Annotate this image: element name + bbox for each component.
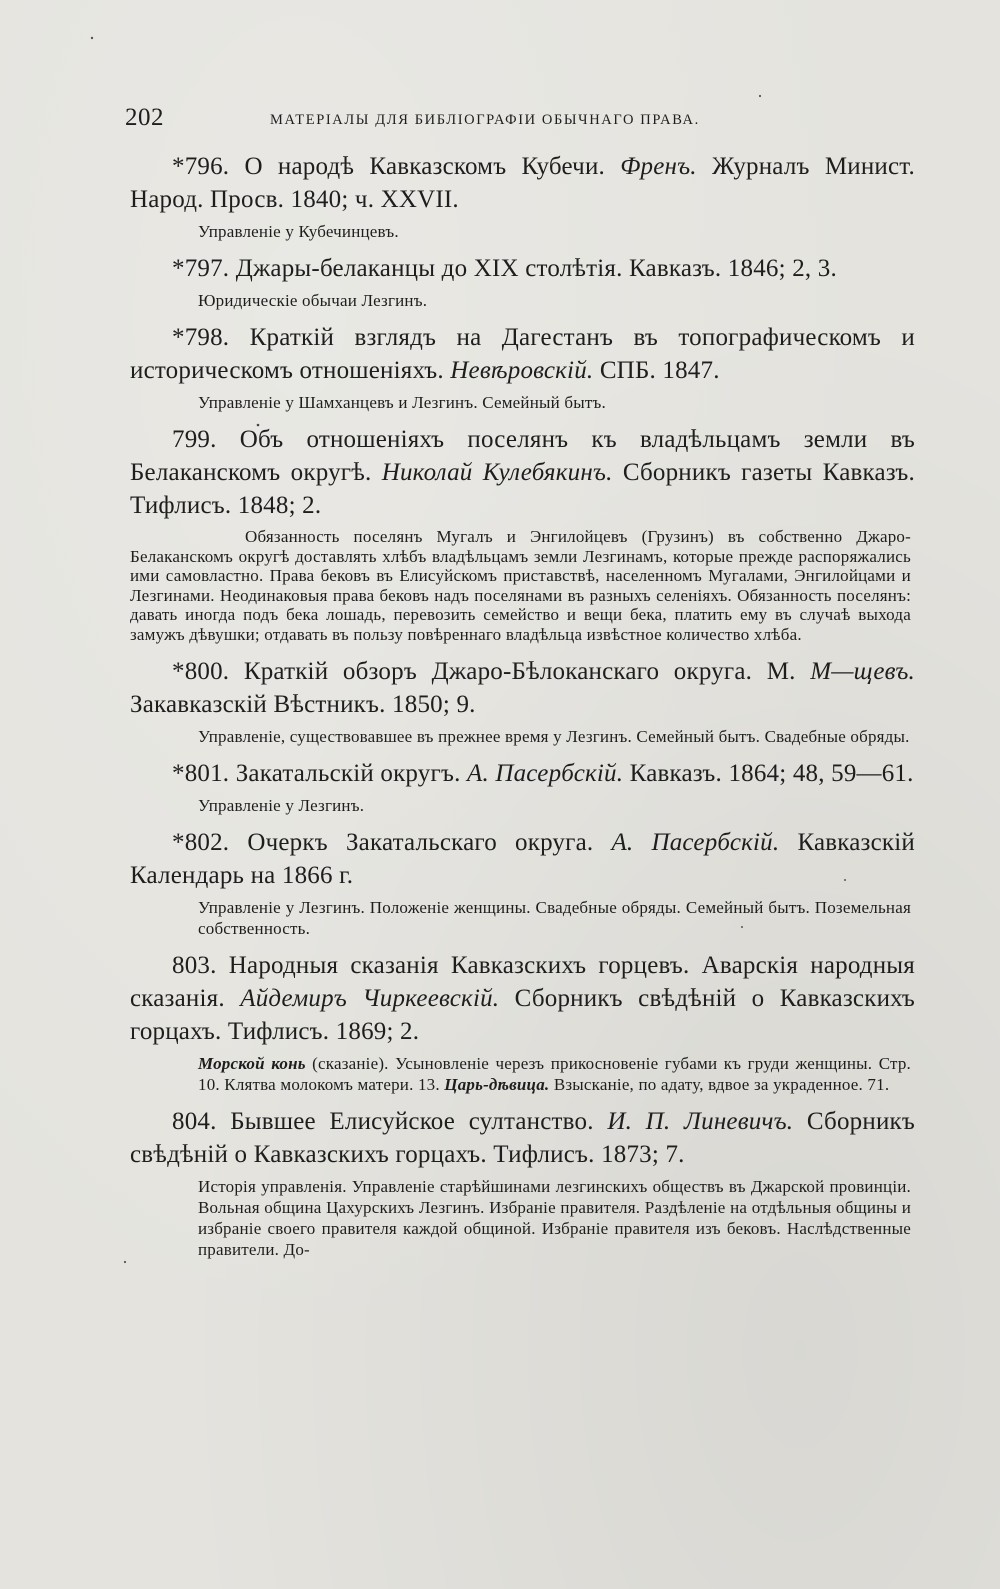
entry-title <box>130 252 915 285</box>
entry-title <box>130 757 915 790</box>
entry-title <box>130 1105 915 1171</box>
entry-797 <box>130 252 915 311</box>
entry-title <box>130 423 915 522</box>
entry-note: Юридическіе обычаи Лезгинъ. <box>198 291 428 310</box>
entry-source: Кавказъ. 1864; 48, 59—61. <box>629 759 914 787</box>
entry-text: Бывшее Елисуйское султанство. <box>230 1107 594 1135</box>
entry-number: *802. <box>172 828 230 856</box>
entry-803 <box>130 949 915 1095</box>
entry-author: Френъ. <box>620 153 697 180</box>
entry-source: Сборникъ свѣдѣній о Кавказскихъ горцахъ. Тифлисъ. 1873; 7. <box>130 1107 916 1168</box>
entry-text: Закатальскій округъ. <box>235 759 461 787</box>
entry-number: *796. <box>172 153 230 180</box>
entry-number: *797. <box>172 255 230 282</box>
entry-note: Управленіе у Кубечинцевъ. <box>198 222 399 241</box>
entry-text: Объ отношеніяхъ поселянъ къ владѣльцамъ земли въ Белаканскомъ округѣ. <box>130 426 915 486</box>
entry-802 <box>130 826 915 939</box>
entry-800 <box>130 655 915 747</box>
entry-note: Управленіе, существовавшее въ прежнее время у Лезгинъ. Семейный бытъ. Свадебные обряды. <box>198 726 910 746</box>
entry-text: Очеркъ Закатальскаго округа. <box>247 828 594 856</box>
entry-title <box>130 655 915 721</box>
entry-note: Обязанность поселянъ Мугалъ и Энгилойцевъ (Грузинъ) въ собственно Джаро-Белаканскомъ округѣ доставлять хлѣбъ владѣльцамъ земли Лезгинамъ, которые прежде распоряжались ими самовластно. Права бековъ въ Елисуйскомъ приставствѣ, населенномъ Мугалами, Энгилойцами и Лезгинами. Неодинаковыя права бековъ надъ поселянами въ разныхъ селеніяхъ. Обязанность поселянъ: давать иногда подъ бека лошадь, перевозить семейство и вещи бека, платить ему въ случаѣ выхода замужъ дѣвушки; отдавать въ пользу повѣреннаго владѣльца извѣстное количество хлѣба. <box>130 527 911 644</box>
entry-author: Невѣровскій. <box>450 357 594 384</box>
entry-text: Краткій взглядъ на Дагестанъ въ топографическомъ и историческомъ отношеніяхъ. <box>130 324 915 384</box>
entry-text: О народѣ Кавказскомъ Кубечи. <box>244 153 605 180</box>
entry-source: Журналъ Минист. Народ. Просв. 1840; ч. XXVII. <box>130 153 916 213</box>
entry-number: 803. <box>172 951 217 979</box>
entry-number: *801. <box>172 759 230 787</box>
note-italic-term: Царь-дѣвица. <box>444 1074 550 1094</box>
entry-text: Народныя сказанія Кавказскихъ горцевъ. Аварскія народныя сказанія. <box>130 951 916 1012</box>
entry-801 <box>130 757 915 816</box>
entry-title <box>130 321 915 387</box>
note-italic-term: Морской конь <box>198 1053 306 1073</box>
entry-note: Управленіе у Лезгинъ. Положеніе женщины. Свадебные обряды. Семейный бытъ. Поземельная собственность. <box>198 897 911 938</box>
entry-title <box>130 150 915 216</box>
note-text: Взысканіе, по адату, вдвое за украденное. 71. <box>549 1074 890 1094</box>
entry-source: Закавказскій Вѣстникъ. 1850; 9. <box>130 690 476 718</box>
entry-799 <box>130 423 915 645</box>
entry-note: Исторія управленія. Управленіе старѣйшинами лезгинскихъ обществъ въ Джарской провинціи. Вольная община Цахурскихъ Лезгинъ. Избраніе правителя. Раздѣленіе на отдѣльныя общины и избраніе своего правителя каждой общиной. Избраніе правителя изъ бековъ. Наслѣдственные правители. До- <box>198 1176 911 1259</box>
entry-804 <box>130 1105 915 1260</box>
entry-author: А. Пасербскій. <box>611 828 780 856</box>
entry-796 <box>130 150 915 242</box>
entry-author: А. Пасербскій. <box>466 759 624 787</box>
entry-text: Краткій обзоръ Джаро-Бѣлоканскаго округа. М. <box>243 657 796 685</box>
entry-title <box>130 949 915 1048</box>
entry-source: Сборникъ газеты Кавказъ. Тифлисъ. 1848; 2. <box>130 459 916 519</box>
entry-author: Айдемиръ Чиркеевскій. <box>240 984 500 1012</box>
page-header <box>125 100 910 140</box>
page-number: 202 <box>125 104 164 131</box>
running-head: МАТЕРІАЛЫ ДЛЯ БИБЛІОГРАФІИ ОБЫЧНАГО ПРАВА. <box>270 112 700 128</box>
entry-798 <box>130 321 915 413</box>
entry-author: М—щевъ. <box>810 657 915 685</box>
entry-number: 804. <box>172 1107 217 1135</box>
entry-number: *800. <box>172 657 230 685</box>
entry-text: Джары-белаканцы до XIX столѣтія. Кавказъ. 1846; 2, 3. <box>235 255 837 282</box>
note-text: (сказаніе). Усыновленіе черезъ прикосновеніе губами къ груди женщины. Стр. 10. Клятва молокомъ матери. 13. <box>198 1053 911 1094</box>
entry-note <box>130 1053 915 1095</box>
entry-source: Сборникъ свѣдѣній о Кавказскихъ горцахъ. Тифлисъ. 1869; 2. <box>130 984 916 1045</box>
entry-note: Управленіе у Шамханцевъ и Лезгинъ. Семейный бытъ. <box>198 393 606 412</box>
entry-author: И. П. Линевичъ. <box>607 1107 794 1135</box>
entry-source: СПБ. 1847. <box>599 357 720 384</box>
entry-number: *798. <box>172 324 230 351</box>
entry-author: Николай Кулебякинъ. <box>381 459 613 486</box>
entry-number: 799. <box>172 426 217 453</box>
entry-note: Управленіе у Лезгинъ. <box>198 795 365 815</box>
entry-title <box>130 826 915 892</box>
bibliography-body <box>130 150 915 1270</box>
entry-source: Кавказскій Календарь на 1866 г. <box>130 828 915 889</box>
